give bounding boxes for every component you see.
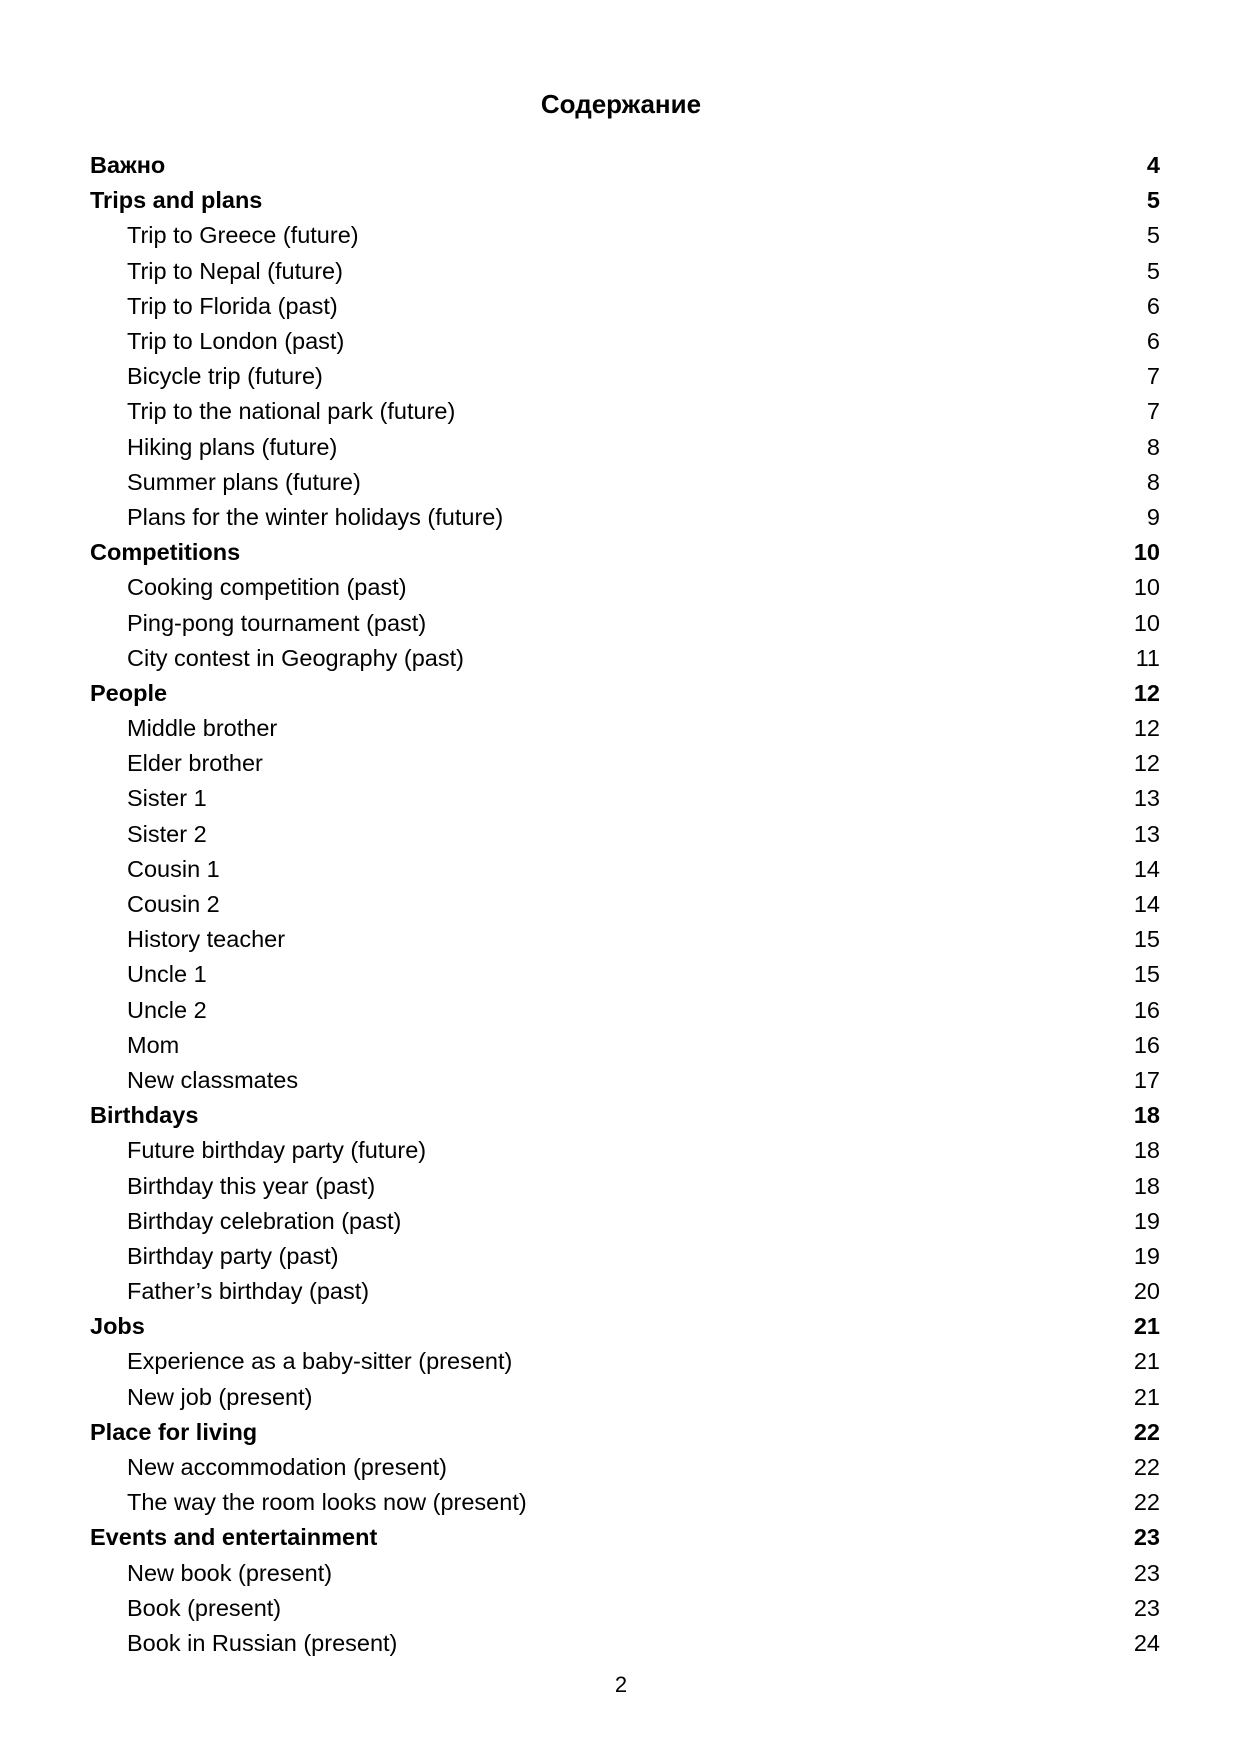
toc-entry-row[interactable] (90, 746, 1160, 781)
toc-entry-row[interactable] (90, 1380, 1160, 1415)
toc-entry-row[interactable] (90, 1028, 1160, 1063)
toc-page-number: 13 (1133, 785, 1160, 812)
toc-entry-label: Hiking plans (future) (127, 433, 338, 460)
toc-entry-row[interactable] (90, 711, 1160, 746)
toc-entry-label: Events and entertainment (90, 1524, 378, 1551)
toc-entry-row[interactable] (90, 359, 1160, 394)
toc-entry-row[interactable] (90, 570, 1160, 605)
toc-section-row[interactable] (90, 1309, 1160, 1344)
toc-entry-row[interactable] (90, 1204, 1160, 1239)
toc-entry-row[interactable] (90, 1239, 1160, 1274)
toc-page-number: 6 (1146, 328, 1160, 355)
toc-entry-row[interactable] (90, 218, 1160, 253)
table-of-contents (90, 148, 1160, 1661)
toc-entry-row[interactable] (90, 1063, 1160, 1098)
toc-entry-label: Jobs (90, 1313, 145, 1340)
toc-entry-row[interactable] (90, 605, 1160, 640)
toc-entry-label: Sister 1 (127, 785, 207, 812)
toc-page-number: 12 (1133, 750, 1160, 777)
toc-section-row[interactable] (90, 535, 1160, 570)
toc-page-number: 21 (1133, 1313, 1160, 1340)
toc-page-number: 7 (1146, 398, 1160, 425)
toc-entry-label: New book (present) (127, 1559, 333, 1586)
toc-entry-row[interactable] (90, 465, 1160, 500)
toc-entry-label: Experience as a baby-sitter (present) (127, 1348, 513, 1375)
toc-entry-label: Trip to Greece (future) (127, 222, 359, 249)
toc-page-number: 13 (1133, 820, 1160, 847)
toc-entry-row[interactable] (90, 781, 1160, 816)
toc-page-number: 22 (1133, 1454, 1160, 1481)
toc-entry-row[interactable] (90, 887, 1160, 922)
toc-entry-label: The way the room looks now (present) (127, 1489, 527, 1516)
toc-entry-label: Cooking competition (past) (127, 574, 407, 601)
toc-page-number: 19 (1133, 1242, 1160, 1269)
toc-entry-label: Uncle 2 (127, 996, 207, 1023)
toc-entry-row[interactable] (90, 1626, 1160, 1661)
toc-page-number: 10 (1133, 539, 1160, 566)
toc-entry-label: Plans for the winter holidays (future) (127, 503, 504, 530)
toc-page-number: 17 (1133, 1066, 1160, 1093)
toc-entry-row[interactable] (90, 922, 1160, 957)
toc-entry-label: Middle brother (127, 715, 278, 742)
toc-entry-label: Trip to Nepal (future) (127, 257, 343, 284)
toc-page-number: 22 (1133, 1489, 1160, 1516)
toc-page-number: 9 (1146, 503, 1160, 530)
toc-page-number: 16 (1133, 996, 1160, 1023)
toc-entry-label: Birthdays (90, 1102, 199, 1129)
toc-page-number: 15 (1133, 926, 1160, 953)
toc-page-number: 5 (1146, 222, 1160, 249)
toc-page-number: 24 (1133, 1629, 1160, 1656)
toc-page-number: 18 (1133, 1172, 1160, 1199)
toc-page-number: 21 (1133, 1383, 1160, 1410)
toc-section-row[interactable] (90, 676, 1160, 711)
toc-page-number: 14 (1133, 855, 1160, 882)
toc-page-number: 4 (1146, 152, 1160, 179)
toc-page-number: 23 (1133, 1559, 1160, 1586)
toc-entry-label: Ping-pong tournament (past) (127, 609, 427, 636)
toc-entry-label: Cousin 1 (127, 855, 220, 882)
toc-entry-label: Book in Russian (present) (127, 1629, 398, 1656)
toc-page-number: 8 (1146, 433, 1160, 460)
toc-entry-row[interactable] (90, 1133, 1160, 1168)
toc-page-number: 10 (1133, 574, 1160, 601)
toc-entry-label: Trip to the national park (future) (127, 398, 456, 425)
toc-page-number: 18 (1133, 1137, 1160, 1164)
toc-page-number: 7 (1146, 363, 1160, 390)
toc-entry-row[interactable] (90, 394, 1160, 429)
toc-page-number: 12 (1133, 715, 1160, 742)
toc-entry-row[interactable] (90, 1344, 1160, 1379)
toc-entry-label: Birthday celebration (past) (127, 1207, 402, 1234)
toc-page-number: 23 (1133, 1594, 1160, 1621)
toc-page-number: 22 (1133, 1418, 1160, 1445)
toc-entry-label: Trip to Florida (past) (127, 292, 338, 319)
toc-entry-label: Book (present) (127, 1594, 282, 1621)
toc-entry-row[interactable] (90, 1168, 1160, 1203)
toc-entry-row[interactable] (90, 1591, 1160, 1626)
toc-entry-row[interactable] (90, 289, 1160, 324)
toc-entry-row[interactable] (90, 500, 1160, 535)
toc-page-number: 14 (1133, 891, 1160, 918)
toc-entry-label: City contest in Geography (past) (127, 644, 464, 671)
toc-page-number: 6 (1146, 292, 1160, 319)
toc-page-number: 10 (1133, 609, 1160, 636)
toc-page-number: 23 (1133, 1524, 1160, 1551)
toc-entry-label: New accommodation (present) (127, 1454, 447, 1481)
toc-entry-label: Важно (90, 152, 166, 179)
toc-section-row[interactable] (90, 1098, 1160, 1133)
toc-entry-row[interactable] (90, 852, 1160, 887)
toc-entry-label: Future birthday party (future) (127, 1137, 427, 1164)
toc-page-number: 16 (1133, 1031, 1160, 1058)
toc-page-number: 15 (1133, 961, 1160, 988)
toc-entry-label: New job (present) (127, 1383, 313, 1410)
toc-entry-row[interactable] (90, 957, 1160, 992)
toc-page-number: 8 (1146, 468, 1160, 495)
toc-page-number: 18 (1133, 1102, 1160, 1129)
toc-entry-row[interactable] (90, 430, 1160, 465)
toc-entry-row[interactable] (90, 324, 1160, 359)
toc-entry-label: People (90, 679, 168, 706)
toc-page-number: 20 (1133, 1278, 1160, 1305)
toc-entry-label: History teacher (127, 926, 286, 953)
toc-entry-label: Summer plans (future) (127, 468, 361, 495)
toc-entry-label: Trip to London (past) (127, 328, 345, 355)
toc-entry-label: Bicycle trip (future) (127, 363, 323, 390)
toc-page-number: 12 (1133, 679, 1160, 706)
toc-entry-label: Place for living (90, 1418, 258, 1445)
toc-page-number: 5 (1146, 257, 1160, 284)
toc-entry-label: Uncle 1 (127, 961, 207, 988)
toc-page-number: 11 (1135, 644, 1160, 671)
toc-entry-row[interactable] (90, 1274, 1160, 1309)
toc-entry-label: New classmates (127, 1066, 299, 1093)
toc-entry-row[interactable] (90, 254, 1160, 289)
toc-entry-label: Birthday this year (past) (127, 1172, 376, 1199)
page-number: 2 (614, 1672, 628, 1697)
toc-entry-label: Elder brother (127, 750, 263, 777)
toc-entry-row[interactable] (90, 1485, 1160, 1520)
toc-entry-label: Trips and plans (90, 187, 263, 214)
toc-entry-label: Birthday party (past) (127, 1242, 339, 1269)
toc-entry-row[interactable] (90, 1556, 1160, 1591)
toc-page-number: 5 (1146, 187, 1160, 214)
toc-section-row[interactable] (90, 1520, 1160, 1555)
toc-entry-label: Cousin 2 (127, 891, 220, 918)
toc-entry-row[interactable] (90, 993, 1160, 1028)
toc-section-row[interactable] (90, 183, 1160, 218)
toc-entry-label: Mom (127, 1031, 180, 1058)
toc-page-number: 21 (1133, 1348, 1160, 1375)
page-title: Содержание (540, 89, 702, 119)
toc-page-number: 19 (1133, 1207, 1160, 1234)
toc-entry-label: Father’s birthday (past) (127, 1278, 370, 1305)
toc-entry-label: Sister 2 (127, 820, 207, 847)
toc-entry-row[interactable] (90, 817, 1160, 852)
toc-section-row[interactable] (90, 1415, 1160, 1450)
toc-section-row[interactable] (90, 148, 1160, 183)
toc-entry-row[interactable] (90, 1450, 1160, 1485)
toc-entry-label: Competitions (90, 539, 241, 566)
toc-entry-row[interactable] (90, 641, 1160, 676)
